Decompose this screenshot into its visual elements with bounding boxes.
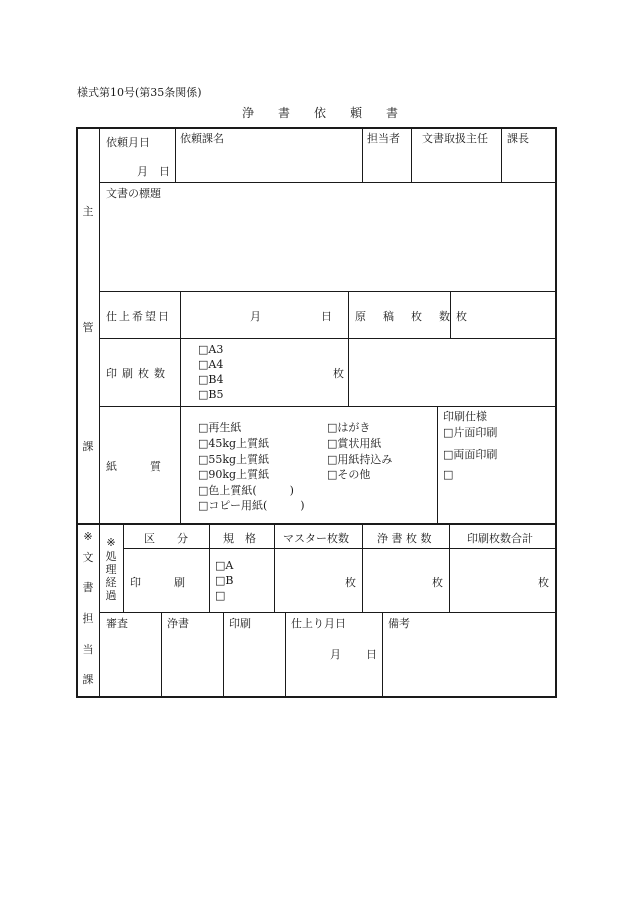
side-label-1: 主 (82, 205, 94, 218)
frame-bottom (76, 696, 557, 698)
size-b4[interactable]: □B4 (198, 373, 224, 386)
person-label: 担当者 (367, 132, 400, 145)
row3-sep1 (180, 292, 181, 338)
side-mark: ※ (83, 530, 93, 543)
size-b5[interactable]: □B5 (198, 388, 224, 401)
row2-bottom (100, 291, 556, 292)
print-count-label: 印刷枚数 (106, 367, 170, 380)
finish-day-bottom: 日 (366, 648, 377, 661)
row3-bottom (100, 338, 556, 339)
size-a3[interactable]: □A3 (198, 343, 224, 356)
side-column-line (99, 128, 100, 696)
paper-recycled[interactable]: □再生紙 (198, 421, 242, 434)
review-label: 審査 (106, 617, 128, 630)
dept-label: 依頼課名 (180, 132, 224, 145)
request-day: 日 (159, 165, 170, 178)
bottom-sep1 (161, 613, 162, 696)
process-sep3 (362, 524, 363, 612)
size-a4[interactable]: □A4 (198, 358, 224, 371)
process-mark: ※ (106, 536, 116, 549)
process-bottom (100, 612, 556, 613)
row1-sep3 (411, 128, 412, 182)
frame-top (76, 127, 557, 129)
process-char-2: 理 (105, 563, 117, 576)
clean-label: 浄書 (167, 617, 189, 630)
manuscript-unit: 枚 (456, 310, 467, 323)
frame-left (76, 127, 78, 698)
row3-sep2 (348, 292, 349, 338)
chief-label: 課長 (507, 132, 529, 145)
total-unit: 枚 (538, 576, 549, 589)
paper-postcard[interactable]: □はがき (327, 421, 371, 434)
side-bottom-1: 文 (82, 551, 94, 564)
paper-other[interactable]: □その他 (327, 468, 371, 481)
master-header: マスター枚数 (283, 532, 349, 545)
request-date-label: 依頼月日 (106, 136, 150, 149)
print-spec-label: 印刷仕様 (443, 410, 487, 423)
process-char-3: 経 (105, 576, 117, 589)
paper-bring[interactable]: □用紙持込み (327, 453, 393, 466)
print-double[interactable]: □両面印刷 (443, 448, 498, 461)
print-label: 印刷 (229, 617, 251, 630)
bottom-sep2 (223, 613, 224, 696)
finish-date-label: 仕上希望日 (106, 310, 171, 323)
print-single[interactable]: □片面印刷 (443, 426, 498, 439)
finish-month-bottom: 月 (330, 648, 341, 661)
paper-copy[interactable]: □コピー用紙( ) (198, 499, 305, 512)
total-header: 印刷枚数合計 (467, 532, 533, 545)
row5-sep2 (437, 407, 438, 523)
row4-sep2 (348, 339, 349, 406)
spec-a[interactable]: □A (215, 559, 234, 572)
process-sep4 (449, 524, 450, 612)
paper-label: 紙 質 (106, 460, 161, 473)
doc-chief-label: 文書取扱主任 (422, 132, 488, 145)
clean-header: 浄 書 枚 数 (377, 532, 432, 545)
process-char-1: 処 (105, 550, 117, 563)
clean-unit: 枚 (432, 576, 443, 589)
finish-month: 月 (250, 310, 261, 323)
process-header-line (123, 548, 556, 549)
side-bottom-2: 書 (82, 581, 94, 594)
master-unit: 枚 (345, 576, 356, 589)
bottom-sep4 (382, 613, 383, 696)
row1-sep1 (175, 128, 176, 182)
side-bottom-5: 課 (82, 673, 94, 686)
row1-sep2 (362, 128, 363, 182)
spec-other[interactable]: □ (215, 589, 226, 602)
doc-title-label: 文書の標題 (106, 187, 161, 200)
spec-header: 規 格 (223, 532, 256, 545)
bottom-sep3 (285, 613, 286, 696)
form-title: 浄 書 依 頼 書 (242, 106, 405, 120)
process-sep0 (123, 524, 124, 612)
print-count-unit: 枚 (333, 367, 344, 380)
finish-date-label-bottom: 仕上り月日 (291, 617, 346, 630)
paper-45kg[interactable]: □45kg上質紙 (198, 437, 270, 450)
process-sep2 (274, 524, 275, 612)
manuscript-label: 原 稿 枚 数 (355, 310, 453, 323)
process-sep1 (209, 524, 210, 612)
notes-label: 備考 (388, 617, 410, 630)
process-char-4: 過 (105, 589, 117, 602)
row1-bottom (100, 182, 556, 183)
finish-day: 日 (321, 310, 332, 323)
paper-55kg[interactable]: □55kg上質紙 (198, 453, 270, 466)
paper-certificate[interactable]: □賞状用紙 (327, 437, 382, 450)
print-row-label: 印 刷 (130, 576, 185, 589)
paper-colored[interactable]: □色上質紙( ) (198, 484, 294, 497)
side-bottom-4: 当 (82, 643, 94, 656)
section-divider (76, 523, 557, 525)
print-other[interactable]: □ (443, 468, 454, 481)
row5-sep1 (180, 407, 181, 523)
side-bottom-3: 担 (82, 612, 94, 625)
side-label-2: 管 (82, 321, 94, 334)
spec-b[interactable]: □B (215, 574, 234, 587)
form-number: 様式第10号(第35条関係) (77, 86, 202, 99)
row1-sep4 (501, 128, 502, 182)
category-header: 区 分 (144, 532, 188, 545)
paper-90kg[interactable]: □90kg上質紙 (198, 468, 270, 481)
request-month: 月 (137, 165, 148, 178)
side-label-3: 課 (82, 440, 94, 453)
row4-sep1 (180, 339, 181, 406)
row4-bottom (100, 406, 556, 407)
